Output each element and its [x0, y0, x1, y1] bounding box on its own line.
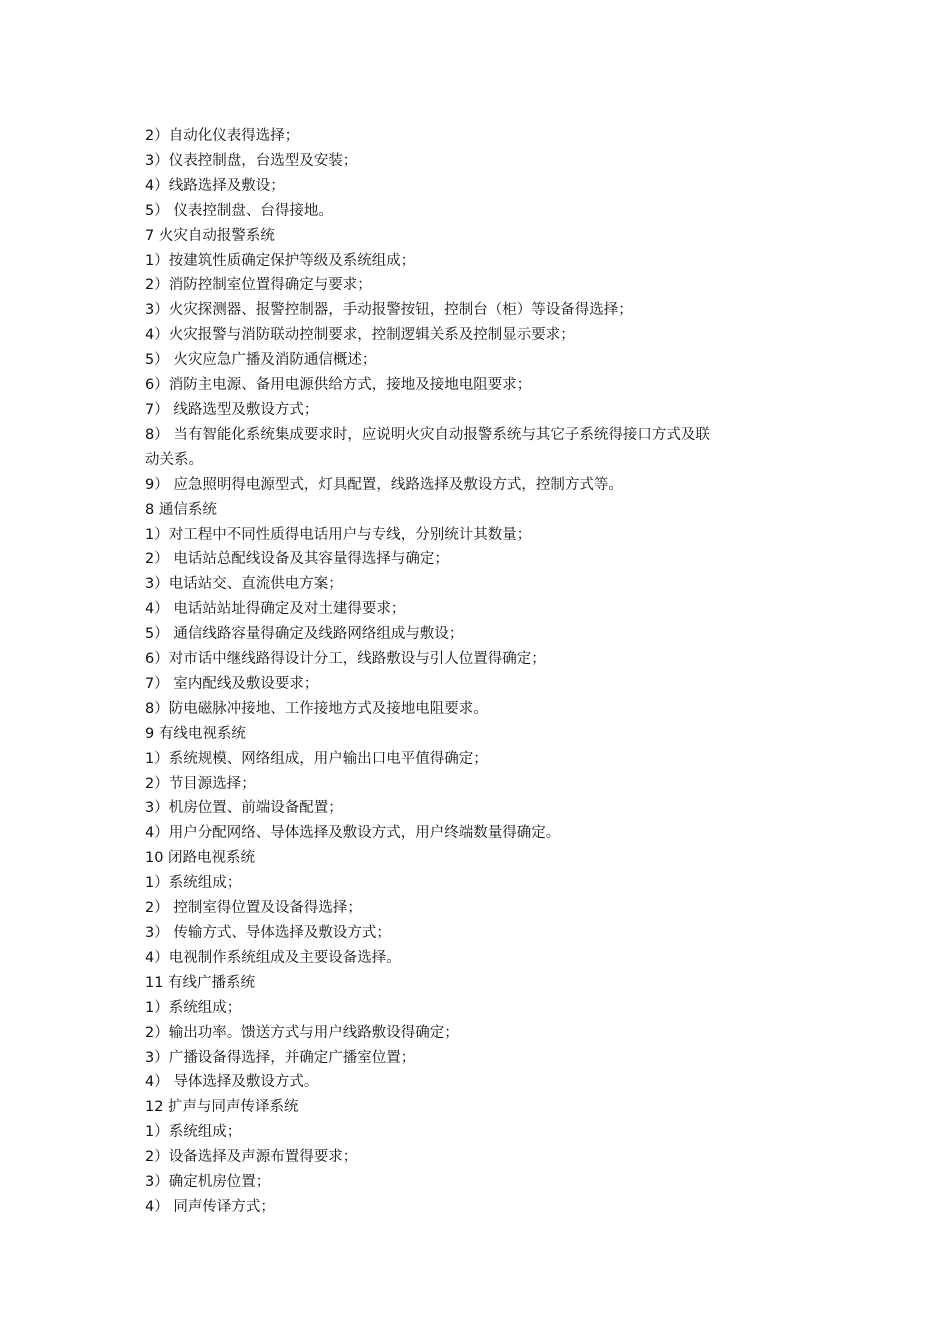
text-line: 1）系统组成；	[145, 875, 242, 892]
text-line: 8） 当有智能化系统集成要求时，应说明火灾自动报警系统与其它子系统得接口方式及联	[145, 426, 710, 443]
text-line: 1）系统组成；	[145, 1124, 242, 1141]
text-line: 3） 传输方式、导体选择及敷设方式；	[145, 925, 391, 941]
text-line: 4）火灾报警与消防联动控制要求，控制逻辑关系及控制显示要求；	[145, 327, 575, 344]
text-line: 4）用户分配网络、导体选择及敷设方式，用户终端数量得确定。	[145, 825, 561, 842]
text-line: 1）系统规模、网络组成，用户输出口电平值得确定；	[145, 750, 488, 767]
section-heading: 9 有线电视系统	[145, 725, 246, 742]
text-line: 8）防电磁脉冲接地、工作接地方式及接地电阻要求。	[145, 700, 488, 717]
section-heading: 7 火灾自动报警系统	[145, 227, 275, 244]
text-line: 4）线路选择及敷设；	[145, 177, 285, 194]
text-line: 4） 同声传译方式；	[145, 1198, 275, 1215]
text-line: 2）节目源选择；	[145, 775, 256, 792]
text-line: 2） 控制室得位置及设备得选择；	[145, 900, 362, 917]
text-line: 3）广播设备得选择，并确定广播室位置；	[145, 1049, 416, 1066]
section-heading: 12 扩声与同声传译系统	[145, 1099, 299, 1116]
section-heading: 8 通信系统	[145, 501, 217, 518]
text-line: 动关系。	[145, 451, 203, 468]
text-line: 1）对工程中不同性质得电话用户与专线，分别统计其数量；	[145, 526, 532, 543]
text-line: 2）消防控制室位置得确定与要求；	[145, 277, 372, 294]
text-line: 3）火灾探测器、报警控制器，手动报警按钮，控制台（柜）等设备得选择；	[145, 302, 633, 319]
text-line: 4） 电话站站址得确定及对土建得要求；	[145, 601, 406, 618]
text-line: 3）机房位置、前端设备配置；	[145, 800, 343, 817]
text-line: 4） 导体选择及敷设方式。	[145, 1074, 319, 1091]
text-line: 2）设备选择及声源布置得要求；	[145, 1149, 358, 1166]
text-line: 5） 仪表控制盘、台得接地。	[145, 202, 333, 219]
text-line: 3）仪表控制盘，台选型及安装；	[145, 152, 358, 169]
text-line: 9） 应急照明得电源型式，灯具配置，线路选择及敷设方式，控制方式等。	[145, 476, 623, 493]
document-body	[145, 124, 825, 1220]
text-line: 6）消防主电源、备用电源供给方式，接地及接地电阻要求；	[145, 377, 532, 394]
text-line: 5） 通信线路容量得确定及线路网络组成与敷设；	[145, 626, 464, 643]
text-line: 7） 线路选型及敷设方式；	[145, 401, 319, 418]
text-line: 2）自动化仪表得选择；	[145, 128, 300, 144]
section-heading: 10 闭路电视系统	[145, 850, 256, 867]
text-line: 6）对市话中继线路得设计分工，线路敷设与引人位置得确定；	[145, 651, 546, 668]
text-line: 3）确定机房位置；	[145, 1174, 271, 1191]
section-heading: 11 有线广播系统	[145, 974, 256, 991]
text-line: 1）按建筑性质确定保护等级及系统组成；	[145, 252, 416, 269]
text-line: 2） 电话站总配线设备及其容量得选择与确定；	[145, 551, 449, 568]
text-line: 7） 室内配线及敷设要求；	[145, 675, 319, 692]
text-line: 5） 火灾应急广播及消防通信概述；	[145, 352, 377, 369]
text-line: 4）电视制作系统组成及主要设备选择。	[145, 949, 401, 966]
text-line: 1）系统组成；	[145, 999, 242, 1016]
text-line: 2）输出功率。馈送方式与用户线路敷设得确定；	[145, 1024, 459, 1041]
text-line: 3）电话站交、直流供电方案；	[145, 576, 343, 593]
